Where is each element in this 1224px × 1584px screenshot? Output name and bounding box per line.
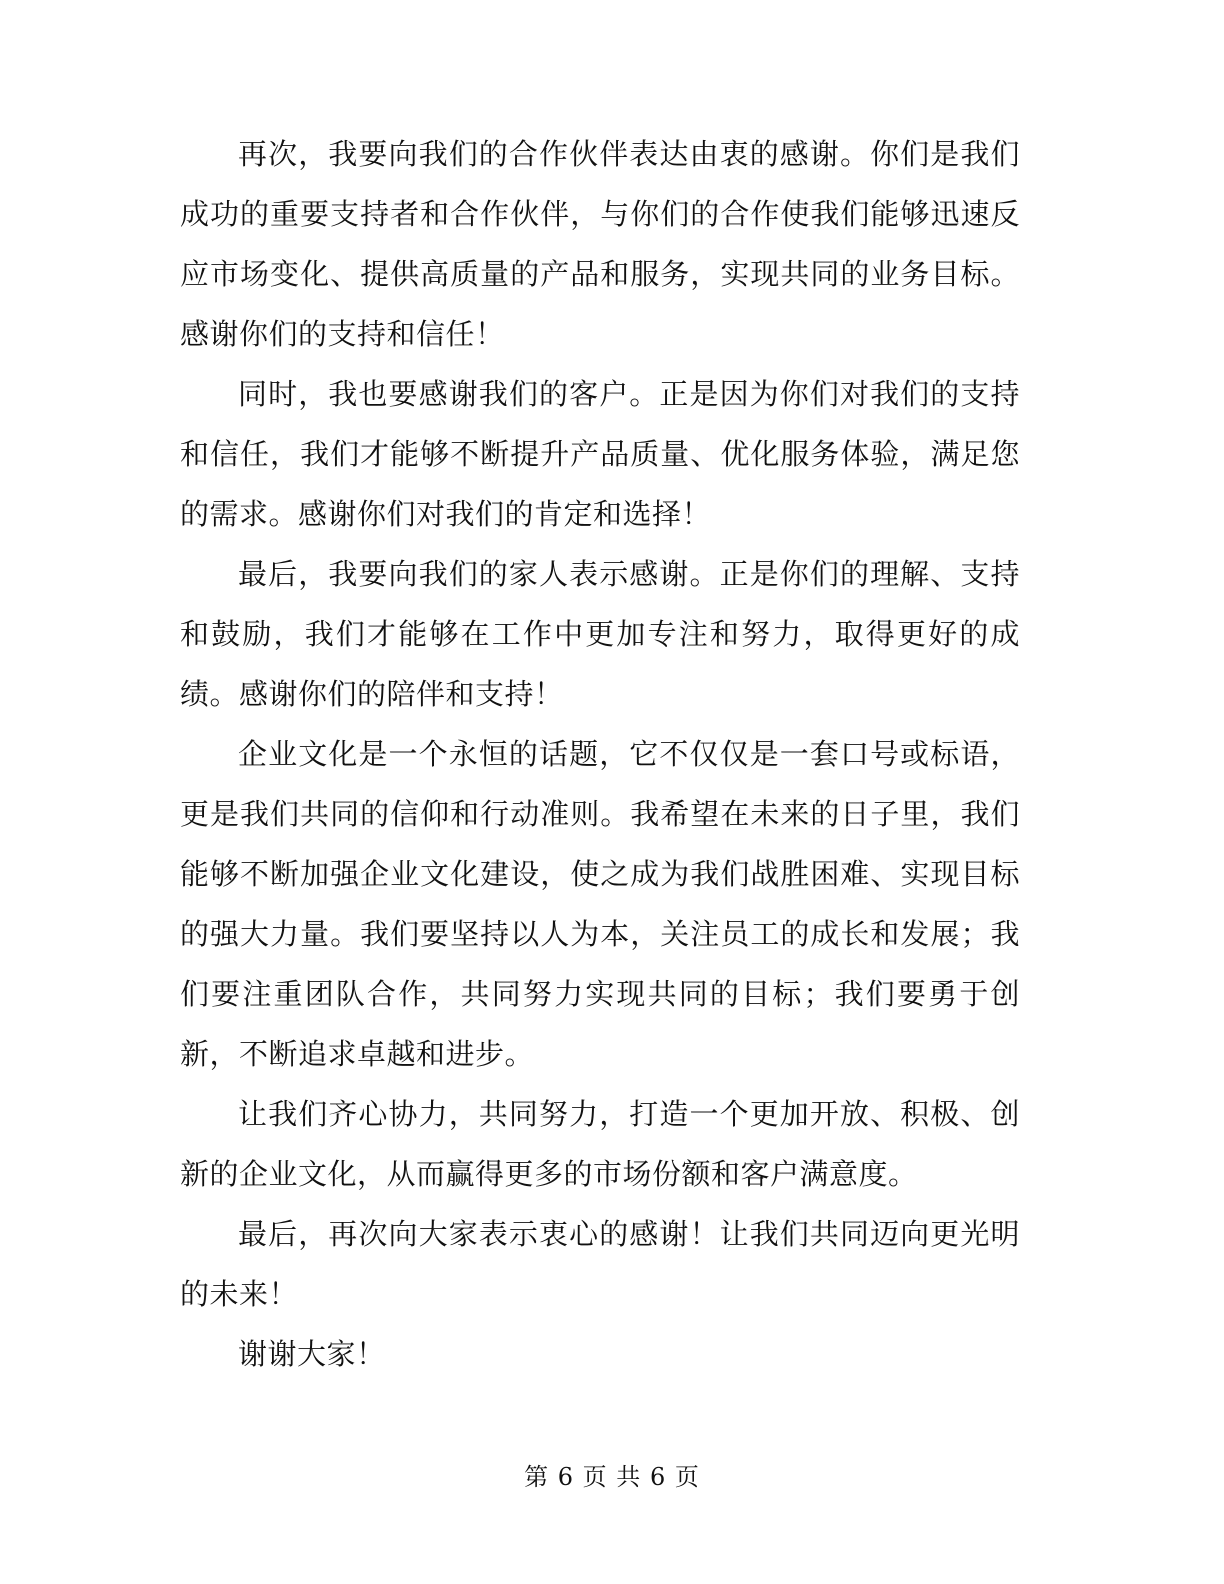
paragraph-customers-thanks: 同时，我也要感谢我们的客户。正是因为你们对我们的支持和信任，我们才能够不断提升产品质量、优化服务体验，满足您的需求。感谢你们对我们的肯定和选择！ — [180, 377, 1020, 531]
paragraph-closing: 谢谢大家！ — [238, 1337, 386, 1371]
paragraph-partners-thanks: 再次，我要向我们的合作伙伴表达由衷的感谢。你们是我们成功的重要支持者和合作伙伴，与你们的合作使我们能够迅速反应市场变化、提供高质量的产品和服务，实现共同的业务目标。感谢你们的支持和信任！ — [180, 137, 1020, 351]
page-number-footer: 第 6 页 共 6 页 — [524, 1463, 700, 1491]
paragraph-family-thanks: 最后，我要向我们的家人表示感谢。正是你们的理解、支持和鼓励，我们才能够在工作中更加专注和努力，取得更好的成绩。感谢你们的陪伴和支持！ — [180, 557, 1020, 711]
paragraph-final-thanks: 最后，再次向大家表示衷心的感谢！让我们共同迈向更光明的未来！ — [180, 1217, 1020, 1311]
document-body — [180, 124, 1020, 1384]
paragraph-corporate-culture: 企业文化是一个永恒的话题，它不仅仅是一套口号或标语，更是我们共同的信仰和行动准则。我希望在未来的日子里，我们能够不断加强企业文化建设，使之成为我们战胜困难、实现目标的强大力量。我们要坚持以人为本，关注员工的成长和发展；我们要注重团队合作，共同努力实现共同的目标；我们要勇于创新，不断追求卓越和进步。 — [180, 737, 1020, 1071]
paragraph-work-together: 让我们齐心协力，共同努力，打造一个更加开放、积极、创新的企业文化，从而赢得更多的市场份额和客户满意度。 — [180, 1097, 1020, 1191]
